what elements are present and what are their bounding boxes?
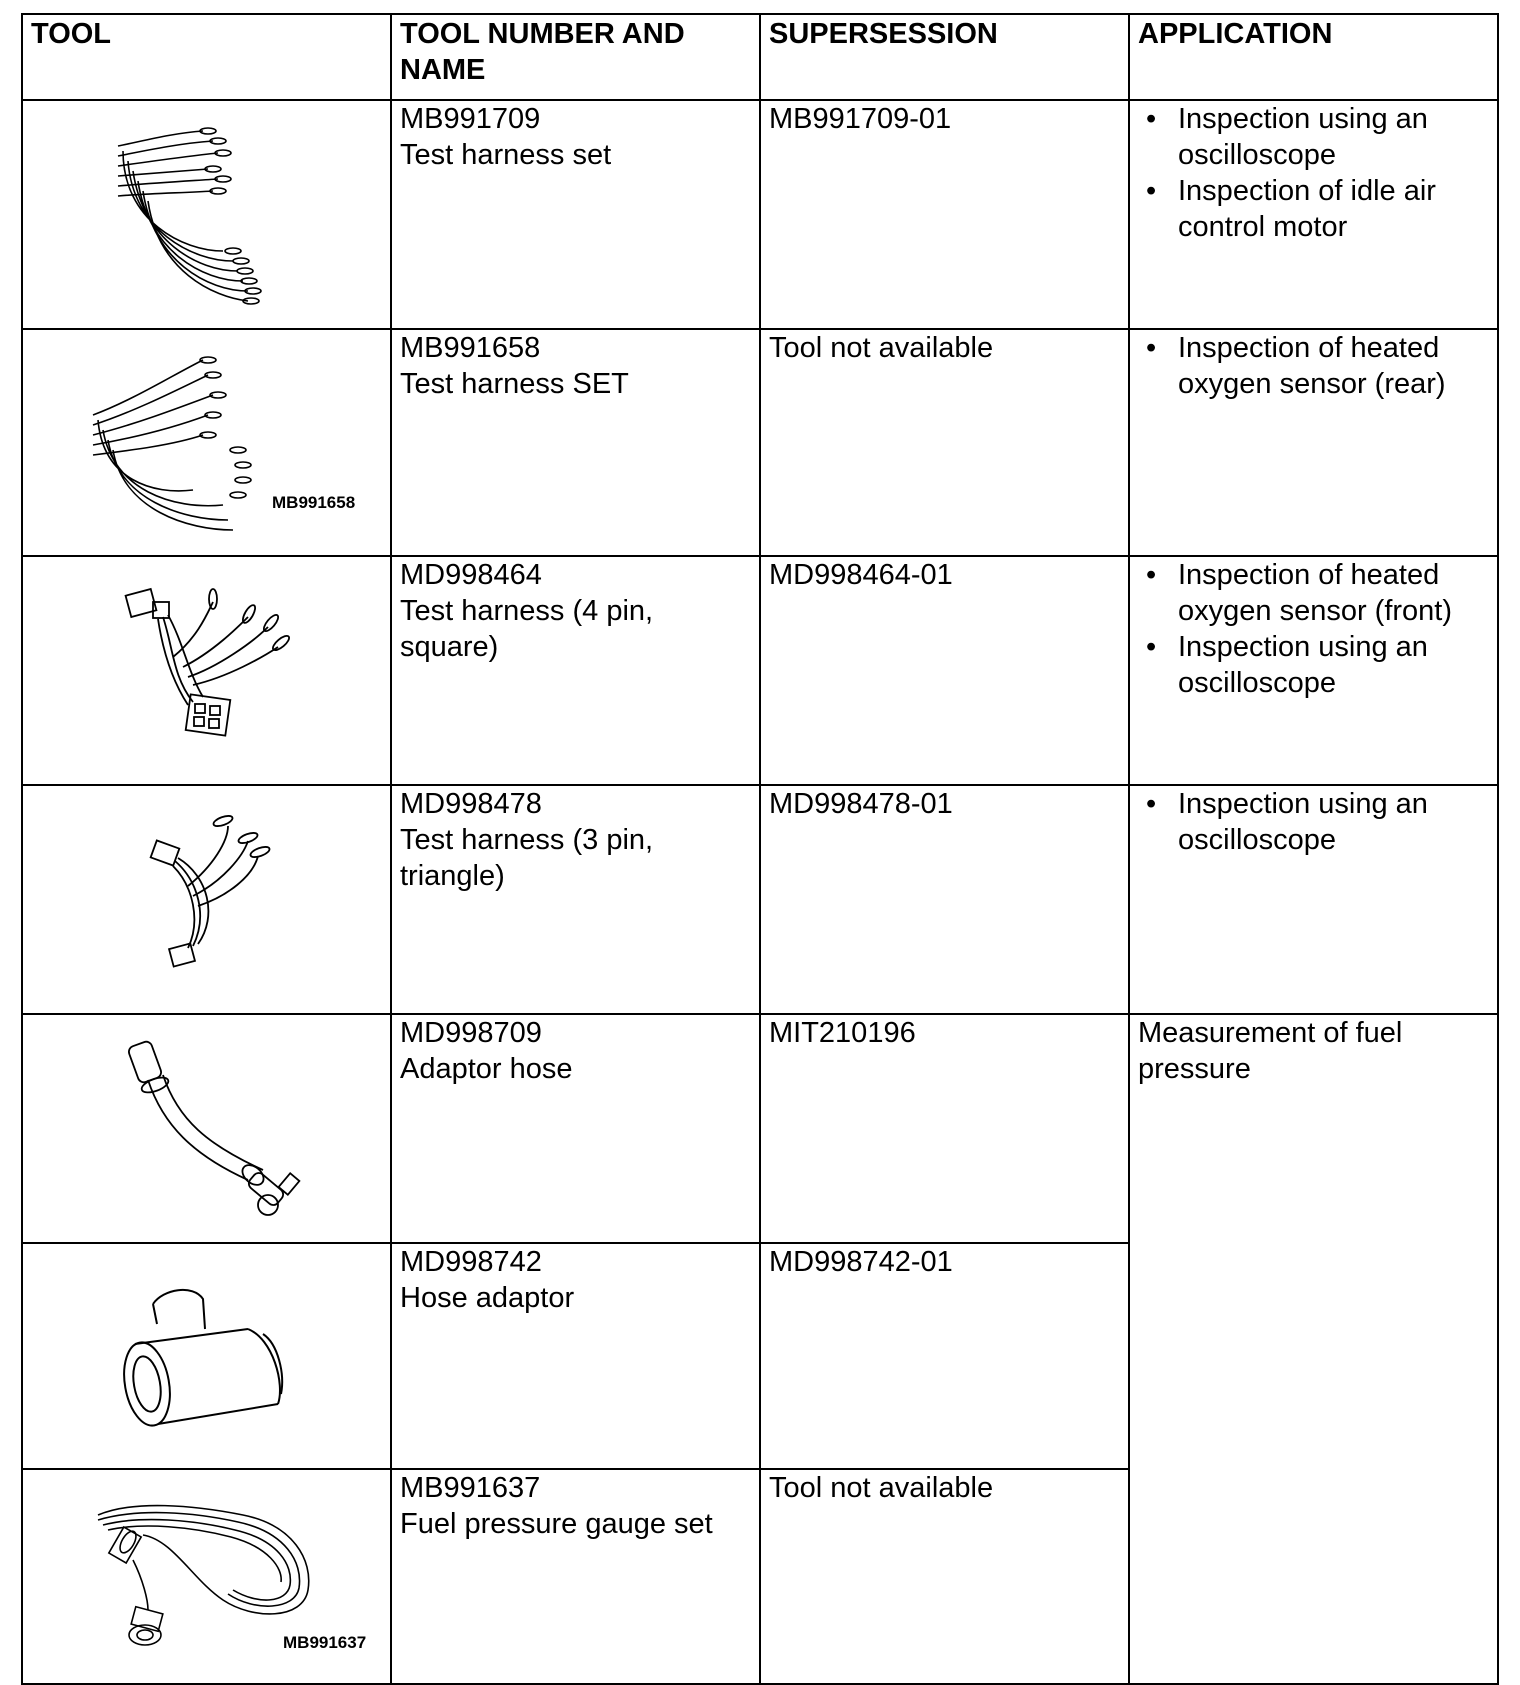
supersession-cell: MD998464-01 bbox=[760, 556, 1129, 785]
tool-name: Test harness (3 pin, triangle) bbox=[400, 824, 654, 892]
header-supersession: SUPERSESSION bbox=[760, 14, 1129, 100]
tool-number: MB991709 bbox=[400, 103, 541, 135]
tool-name: Hose adaptor bbox=[400, 1282, 575, 1314]
application-cell bbox=[1129, 785, 1498, 1014]
application-item: • Inspection of heated oxygen sensor (rear) bbox=[1138, 330, 1489, 402]
application-item: • Inspection using an oscilloscope bbox=[1138, 786, 1489, 858]
tool-image-label: MB991637 bbox=[283, 1633, 367, 1652]
tool-number-cell bbox=[391, 785, 760, 1014]
application-cell bbox=[1129, 556, 1498, 785]
tool-number-cell bbox=[391, 329, 760, 556]
header-tool: TOOL bbox=[22, 14, 391, 100]
tool-image-cell bbox=[22, 329, 391, 556]
tool-image-label: MB991658 bbox=[272, 493, 356, 512]
table-row bbox=[22, 100, 1498, 329]
supersession-cell: Tool not available bbox=[760, 1469, 1129, 1684]
supersession-cell: MB991709-01 bbox=[760, 100, 1129, 329]
test-harness-set-icon bbox=[23, 101, 392, 330]
supersession-cell: MIT210196 bbox=[760, 1014, 1129, 1243]
application-cell-merged: Measurement of fuel pressure bbox=[1129, 1014, 1498, 1684]
application-item: • Inspection using an oscilloscope bbox=[1138, 101, 1489, 173]
adaptor-hose-icon bbox=[23, 1015, 392, 1244]
tool-number-cell bbox=[391, 556, 760, 785]
tool-name: Test harness set bbox=[400, 139, 612, 171]
table-row bbox=[22, 329, 1498, 556]
application-item: • Inspection of idle air control motor bbox=[1138, 173, 1489, 245]
tool-number-cell bbox=[391, 1469, 760, 1684]
tool-name: Fuel pressure gauge set bbox=[400, 1508, 713, 1540]
tool-image-cell bbox=[22, 785, 391, 1014]
tool-image-cell bbox=[22, 100, 391, 329]
three-pin-harness-icon bbox=[23, 786, 392, 1015]
application-cell bbox=[1129, 329, 1498, 556]
tool-name: Test harness (4 pin, square) bbox=[400, 595, 654, 663]
tool-image-cell bbox=[22, 1243, 391, 1469]
tool-name: Test harness SET bbox=[400, 368, 629, 400]
table-row bbox=[22, 1014, 1498, 1243]
hose-adaptor-icon bbox=[23, 1244, 392, 1470]
tool-number-cell bbox=[391, 1014, 760, 1243]
header-row bbox=[22, 14, 1498, 100]
tool-number: MD998478 bbox=[400, 788, 542, 820]
tool-number: MB991658 bbox=[400, 332, 541, 364]
tool-number: MD998742 bbox=[400, 1246, 542, 1278]
four-pin-harness-icon bbox=[23, 557, 392, 786]
tool-image-cell bbox=[22, 1014, 391, 1243]
tool-number: MD998464 bbox=[400, 559, 542, 591]
tool-number-cell bbox=[391, 100, 760, 329]
tool-image-cell bbox=[22, 1469, 391, 1684]
tool-name: Adaptor hose bbox=[400, 1053, 573, 1085]
tool-number: MB991637 bbox=[400, 1472, 541, 1504]
supersession-cell: Tool not available bbox=[760, 329, 1129, 556]
header-application: APPLICATION bbox=[1129, 14, 1498, 100]
tool-number: MD998709 bbox=[400, 1017, 542, 1049]
supersession-cell: MD998742-01 bbox=[760, 1243, 1129, 1469]
table-row bbox=[22, 785, 1498, 1014]
tool-number-cell bbox=[391, 1243, 760, 1469]
table-row bbox=[22, 556, 1498, 785]
header-tool-number: TOOL NUMBER AND NAME bbox=[391, 14, 760, 100]
test-harness-set-icon bbox=[23, 330, 392, 557]
tool-image-cell bbox=[22, 556, 391, 785]
application-item: • Inspection of heated oxygen sensor (front) bbox=[1138, 557, 1489, 629]
supersession-cell: MD998478-01 bbox=[760, 785, 1129, 1014]
special-tools-table bbox=[21, 13, 1499, 1685]
application-item: • Inspection using an oscilloscope bbox=[1138, 629, 1489, 701]
application-cell bbox=[1129, 100, 1498, 329]
